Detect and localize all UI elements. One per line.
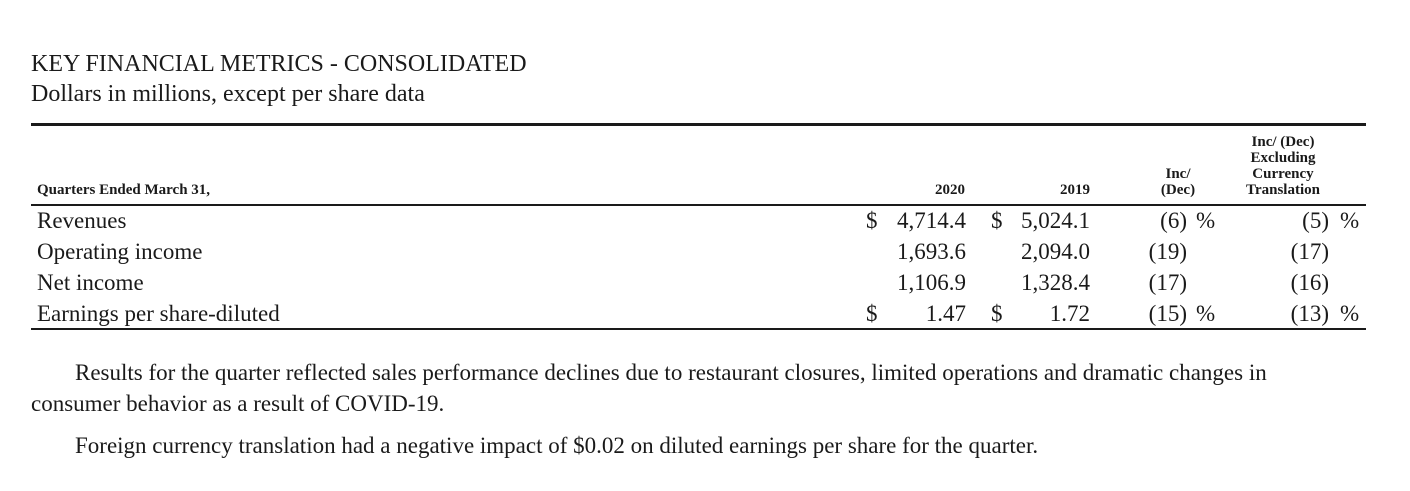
header-line: Translation [1246, 182, 1320, 198]
value-inc-dec: (17) [1148, 270, 1187, 295]
paragraph-currency-impact: Foreign currency translation had a negative impact of $0.02 on diluted earnings per share for the quarter. [75, 433, 1039, 458]
page-subtitle: Dollars in millions, except per share data [31, 81, 425, 107]
column-header-2019: 2019 [1060, 182, 1090, 198]
currency-symbol: $ [991, 301, 1003, 326]
header-line: Inc/ [1165, 166, 1191, 182]
column-header-inc-dec [1128, 166, 1228, 198]
value-2019: 5,024.1 [1021, 208, 1090, 233]
table-row-net-income [0, 267, 1410, 298]
header-line: Currency [1252, 166, 1314, 182]
value-2020: 1,106.9 [897, 270, 966, 295]
table-row-operating-income [0, 236, 1410, 267]
percent-symbol: % [1340, 301, 1360, 326]
header-line: Excluding [1250, 150, 1316, 166]
value-2019: 2,094.0 [1021, 239, 1090, 264]
value-2020: 1.47 [925, 301, 966, 326]
header-line: Inc/ (Dec) [1251, 134, 1315, 150]
value-inc-dec: (19) [1148, 239, 1187, 264]
table-row-revenues [0, 205, 1410, 236]
value-2019: 1,328.4 [1021, 270, 1090, 295]
value-2020: 1,693.6 [897, 239, 966, 264]
value-inc-dec-excl: (13) [1290, 301, 1329, 326]
row-label: Revenues [37, 208, 127, 233]
table-row-eps-diluted [0, 298, 1410, 329]
value-inc-dec: (6) [1160, 208, 1187, 233]
row-label: Net income [37, 270, 144, 295]
percent-symbol: % [1196, 301, 1216, 326]
table-bottom-rule [31, 328, 1366, 330]
percent-symbol: % [1340, 208, 1360, 233]
currency-symbol: $ [866, 301, 878, 326]
value-inc-dec-excl: (5) [1302, 208, 1329, 233]
paragraph-results: Results for the quarter reflected sales performance declines due to restaurant closures, limited operations and dramatic changes in consumer behavior as a result of COVID-19. [31, 360, 1267, 416]
value-inc-dec: (15) [1148, 301, 1187, 326]
row-label: Earnings per share-diluted [37, 301, 280, 326]
percent-symbol: % [1196, 208, 1216, 233]
column-header-inc-dec-excl-currency [1218, 134, 1348, 198]
currency-symbol: $ [991, 208, 1003, 233]
row-label: Operating income [37, 239, 203, 264]
table-top-rule [31, 123, 1366, 126]
page-title: KEY FINANCIAL METRICS - CONSOLIDATED [31, 51, 527, 77]
value-inc-dec-excl: (16) [1290, 270, 1329, 295]
header-line: (Dec) [1160, 182, 1196, 198]
value-inc-dec-excl: (17) [1290, 239, 1329, 264]
column-header-period: Quarters Ended March 31, [37, 182, 211, 198]
column-header-2020: 2020 [935, 182, 965, 198]
value-2019: 1.72 [1049, 301, 1090, 326]
currency-symbol: $ [866, 208, 878, 233]
value-2020: 4,714.4 [897, 208, 966, 233]
